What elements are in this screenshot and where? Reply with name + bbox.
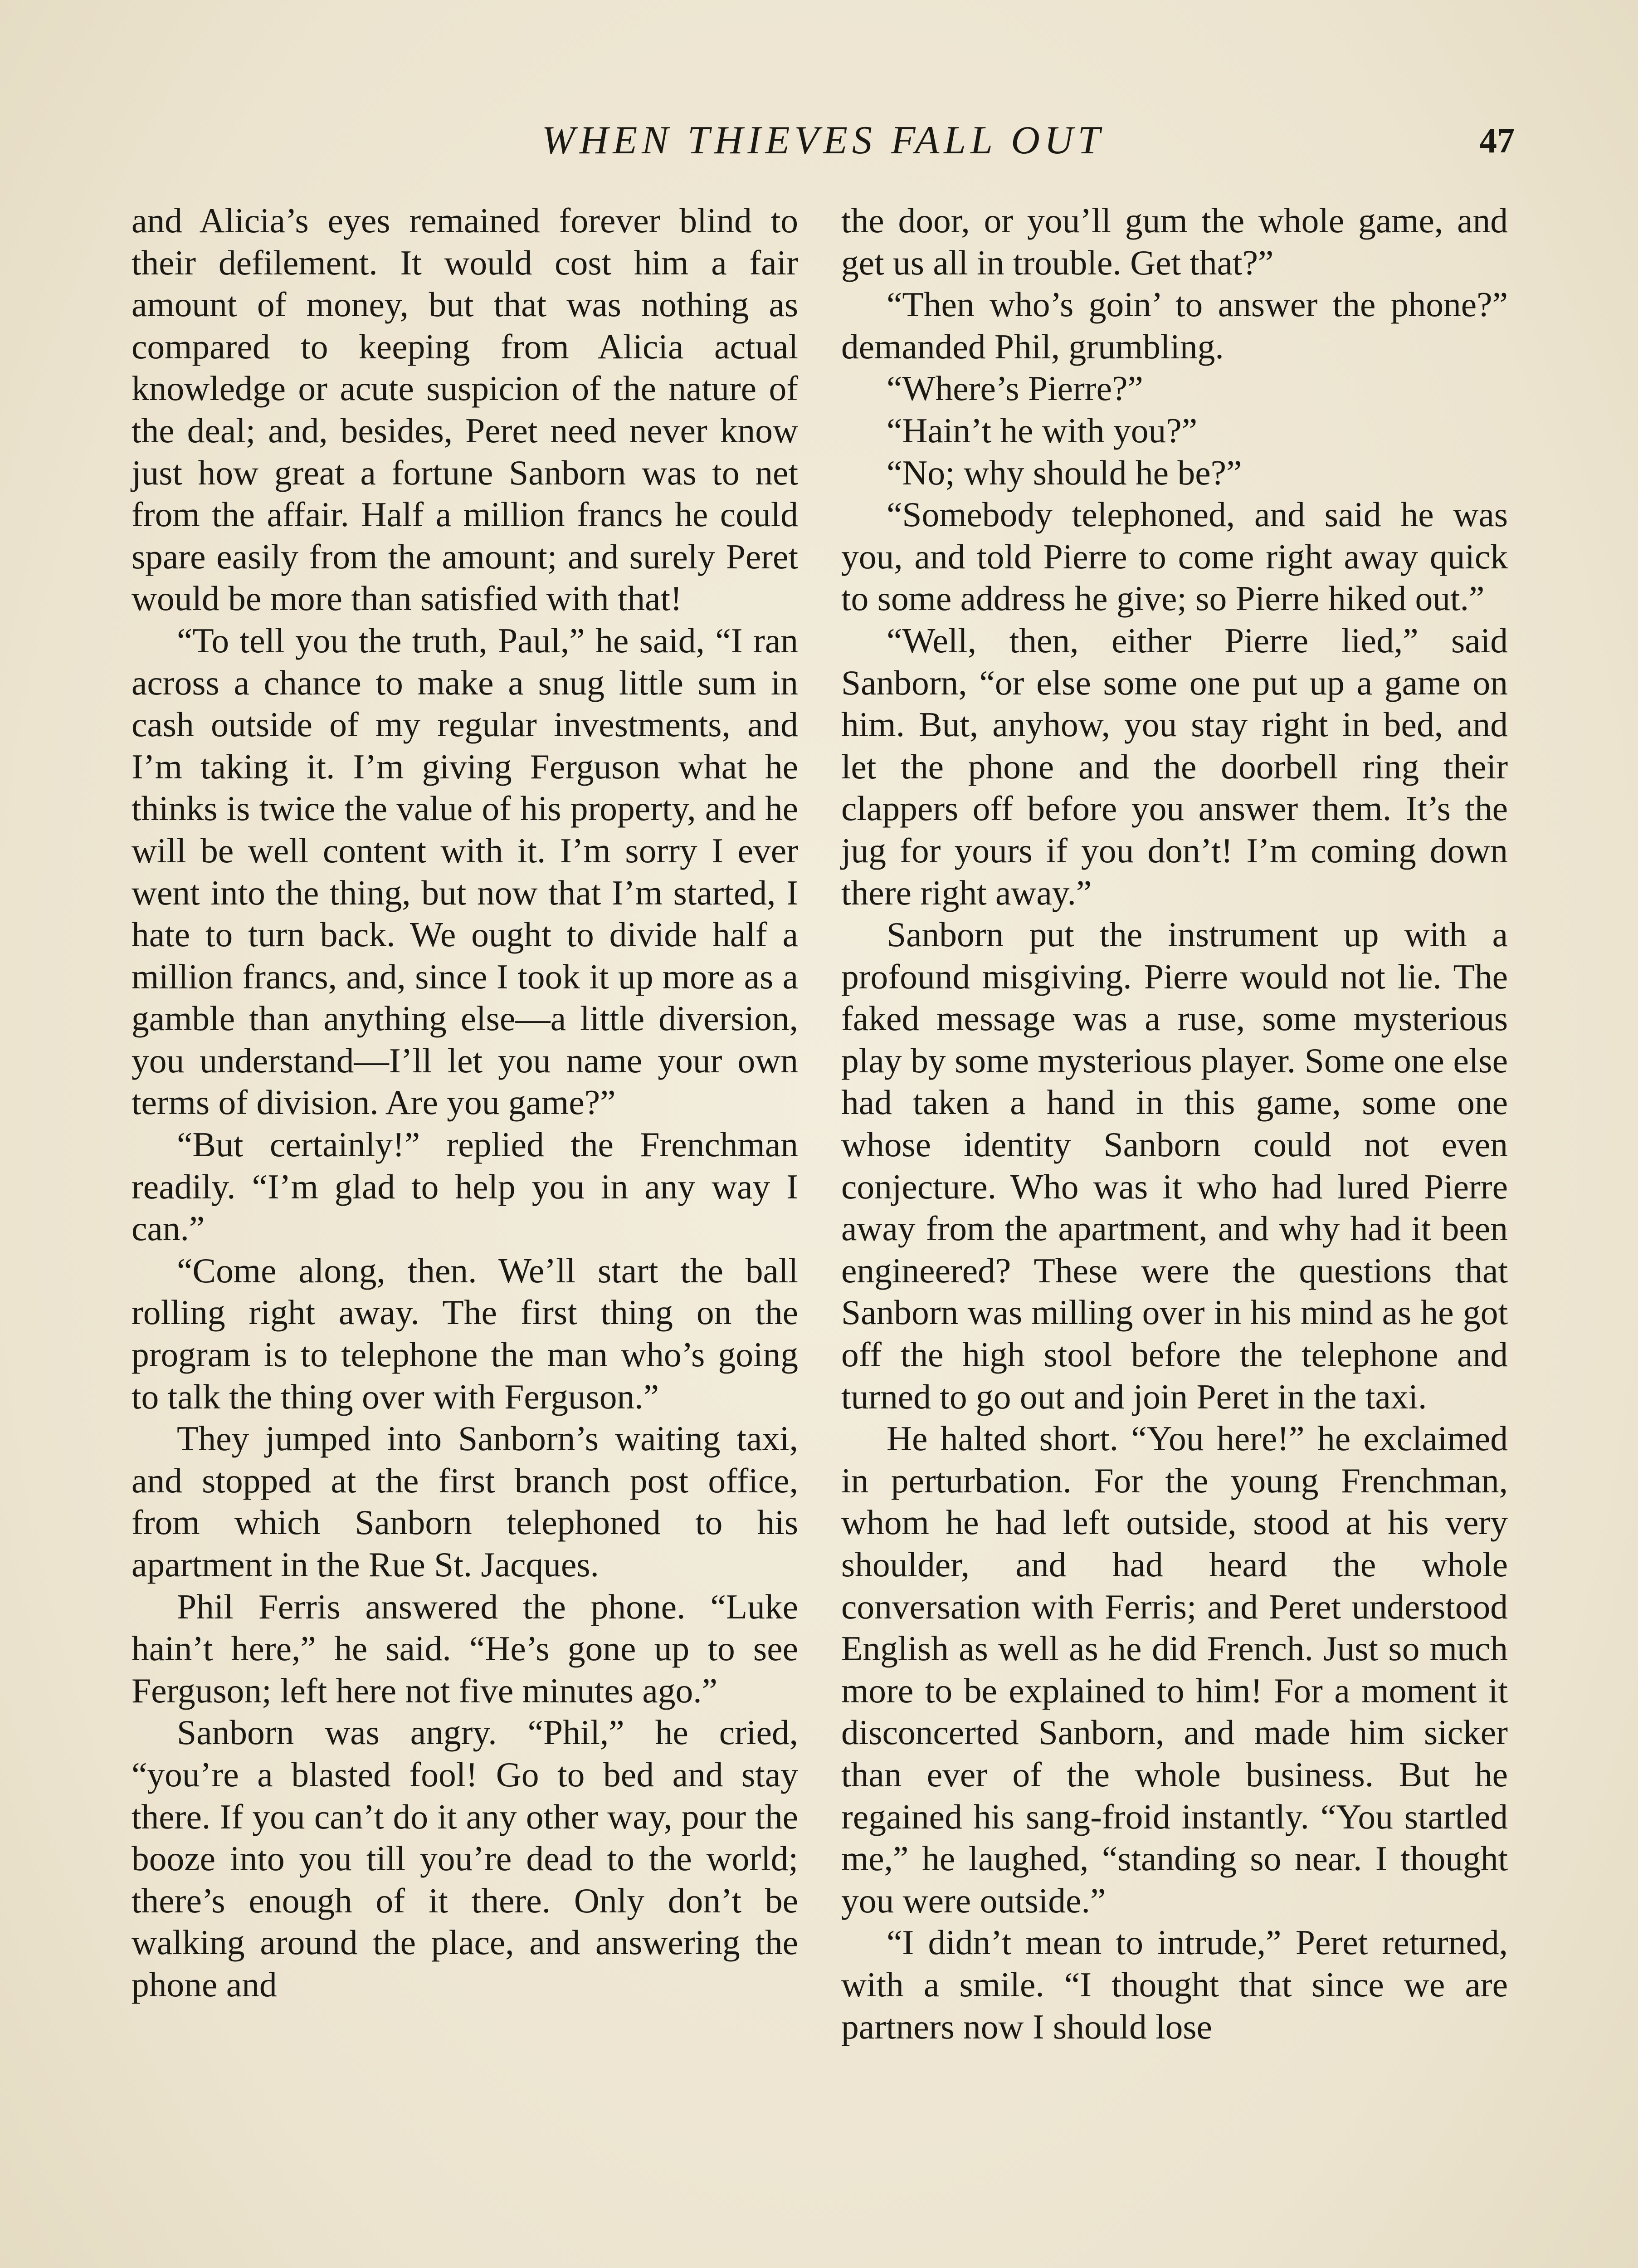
paragraph: “Come along, then. We’ll start the ball rolling right away. The first thing on the program is to telephone the man who’s going to talk the thing over with Ferguson.”	[132, 1251, 798, 1416]
paragraph: They jumped into Sanborn’s waiting taxi, and stopped at the first branch post office, from which Sanborn telephoned to his apartment in the Rue St. Jacques.	[132, 1419, 798, 1584]
paragraph: Phil Ferris answered the phone. “Luke hain’t here,” he said. “He’s gone up to see Ferguson; left here not five minutes ago.”	[132, 1587, 798, 1710]
paragraph: “No; why should he be?”	[887, 453, 1242, 492]
paragraph: “Well, then, either Pierre lied,” said Sanborn, “or else some one put up a game on him. But, anyhow, you stay right in bed, and let the phone and the doorbell ring their clappers off before you answer them. It’s the jug for yours if you don’t! I’m coming down there right away.”	[841, 621, 1508, 912]
paragraph: “I didn’t mean to intrude,” Peret returned, with a smile. “I thought that since we are partners now I should lose	[841, 1923, 1508, 2046]
page-number: 47	[1479, 121, 1515, 160]
paragraph: Sanborn was angry. “Phil,” he cried, “you’re a blasted fool! Go to bed and stay there. If you can’t do it any other way, pour the booze into you till you’re dead to the world; there’s enough of it there. Only don’t be walking around the place, and answering the phone and	[132, 1713, 798, 2004]
paragraph: “Hain’t he with you?”	[887, 411, 1198, 450]
left-column	[132, 200, 798, 2006]
right-column	[841, 200, 1508, 2048]
paragraph: “Somebody telephoned, and said he was you, and told Pierre to come right away quick to some address he give; so Pierre hiked out.”	[841, 495, 1508, 618]
running-title: WHEN THIEVES FALL OUT	[541, 118, 1105, 162]
paragraph: He halted short. “You here!” he exclaimed in perturbation. For the young Frenchman, whom he had left outside, stood at his very shoulder, and had heard the whole conversation with Ferris; and Peret understood English as well as he did French. Just so much more to be explained to him! For a moment it disconcerted Sanborn, and made him sicker than ever of the whole business. But he regained his sang-froid instantly. “You startled me,” he laughed, “standing so near. I thought you were outside.”	[841, 1419, 1508, 1920]
paragraph: “To tell you the truth, Paul,” he said, “I ran across a chance to make a snug little sum in cash outside of my regular investments, and I’m taking it. I’m giving Ferguson what he thinks is twice the value of his property, and he will be well content with it. I’m sorry I ever went into the thing, but now that I’m started, I hate to turn back. We ought to divide half a million francs, and, since I took it up more as a gamble than anything else—a little diversion, you understand—I’ll let you name your own terms of division. Are you game?”	[132, 621, 798, 1122]
paragraph: “But certainly!” replied the Frenchman readily. “I’m glad to help you in any way I can.”	[132, 1125, 798, 1248]
paragraph: “Where’s Pierre?”	[887, 369, 1143, 408]
paragraph: and Alicia’s eyes remained forever blind to their defilement. It would cost him a fair amount of money, but that was nothing as compared to keeping from Alicia actual knowledge or acute suspicion of the nature of the deal; and, besides, Peret need never know just how great a fortune Sanborn was to net from the affair. Half a million francs he could spare easily from the amount; and surely Peret would be more than satisfied with that!	[132, 201, 798, 618]
paragraph: Sanborn put the instrument up with a profound misgiving. Pierre would not lie. The faked message was a ruse, some mysterious play by some mysterious player. Some one else had taken a hand in this game, some one whose identity Sanborn could not even conjecture. Who was it who had lured Pierre away from the apartment, and why had it been engineered? These were the questions that Sanborn was milling over in his mind as he got off the high stool before the telephone and turned to go out and join Peret in the taxi.	[841, 915, 1508, 1416]
page-header	[132, 113, 1515, 168]
paragraph: “Then who’s goin’ to answer the phone?” demanded Phil, grumbling.	[841, 285, 1508, 366]
paragraph: the door, or you’ll gum the whole game, and get us all in trouble. Get that?”	[841, 201, 1508, 282]
